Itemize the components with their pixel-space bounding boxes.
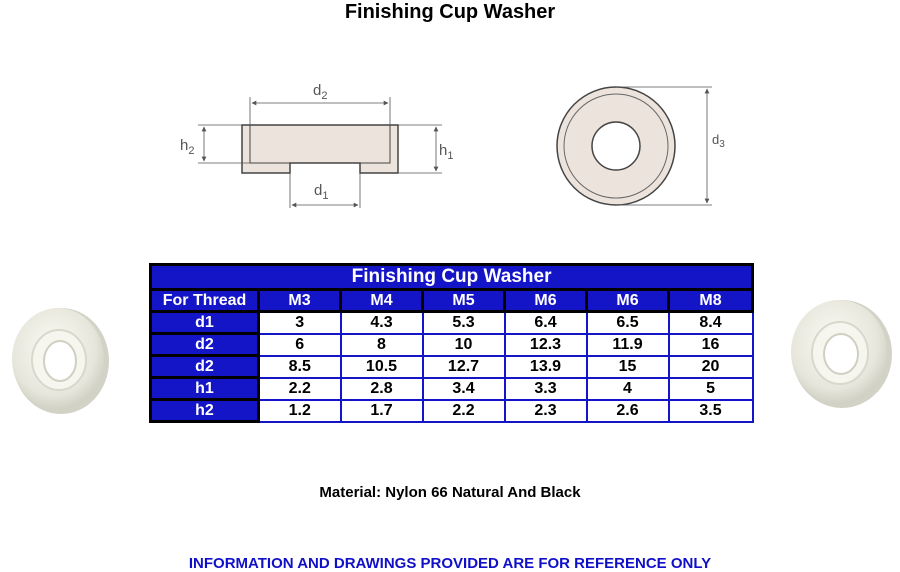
row-label: d2 — [151, 334, 259, 356]
d1-label: $d_1$ — [314, 182, 329, 202]
washer-hole — [592, 122, 640, 170]
table-cell: 2.2 — [423, 400, 505, 422]
table-cell: 10 — [423, 334, 505, 356]
table-cell: 6.5 — [587, 312, 669, 334]
table-cell: 2.2 — [259, 378, 341, 400]
table-cell: 5 — [669, 378, 753, 400]
washer-photo-left — [6, 305, 112, 417]
column-header: M5 — [423, 290, 505, 312]
table-cell: 12.7 — [423, 356, 505, 378]
washer-top-view-drawing — [550, 80, 750, 215]
disclaimer-note: INFORMATION AND DRAWINGS PROVIDED ARE FOR REFERENCE ONLY — [188, 555, 712, 572]
table-cell: 20 — [669, 356, 753, 378]
table-cell: 1.2 — [259, 400, 341, 422]
table-header-row — [151, 290, 753, 312]
table-row — [151, 334, 753, 356]
table-cell: 6.4 — [505, 312, 587, 334]
table-cell: 8.5 — [259, 356, 341, 378]
row-label: d1 — [151, 312, 259, 334]
row-label: d2 — [151, 356, 259, 378]
table-cell: 8 — [341, 334, 423, 356]
column-header: M4 — [341, 290, 423, 312]
table-cell: 4.3 — [341, 312, 423, 334]
row-label: h1 — [151, 378, 259, 400]
table-row — [151, 356, 753, 378]
table-cell: 5.3 — [423, 312, 505, 334]
h1-label: $h_1$ — [439, 142, 454, 162]
washer-photo-right — [786, 296, 894, 411]
table-cell: 4 — [587, 378, 669, 400]
column-header: M6 — [587, 290, 669, 312]
row-label: h2 — [151, 400, 259, 422]
d2-label: $d_2$ — [313, 82, 328, 102]
table-cell: 15 — [587, 356, 669, 378]
table-cell: 6 — [259, 334, 341, 356]
washer-section-drawing — [170, 75, 454, 215]
table-cell: 2.3 — [505, 400, 587, 422]
table-caption: Finishing Cup Washer — [151, 265, 753, 290]
d3-label: $d_3$ — [712, 132, 725, 150]
material-note: Material: Nylon 66 Natural And Black — [319, 484, 581, 501]
table-row — [151, 400, 753, 422]
h2-label: $h_2$ — [180, 137, 195, 157]
table-cell: 3 — [259, 312, 341, 334]
table-cell: 11.9 — [587, 334, 669, 356]
table-cell: 13.9 — [505, 356, 587, 378]
table-row — [151, 378, 753, 400]
page-title: Finishing Cup Washer — [344, 1, 556, 23]
table-cell: 16 — [669, 334, 753, 356]
table-cell: 12.3 — [505, 334, 587, 356]
washer-section-body — [242, 125, 398, 173]
spec-table — [149, 263, 754, 423]
corner-label: For Thread — [151, 290, 259, 312]
table-cell: 2.8 — [341, 378, 423, 400]
table-cell: 1.7 — [341, 400, 423, 422]
table-cell: 3.4 — [423, 378, 505, 400]
table-cell: 8.4 — [669, 312, 753, 334]
column-header: M6 — [505, 290, 587, 312]
table-cell: 3.3 — [505, 378, 587, 400]
table-cell: 2.6 — [587, 400, 669, 422]
column-header: M8 — [669, 290, 753, 312]
column-header: M3 — [259, 290, 341, 312]
table-row — [151, 312, 753, 334]
table-cell: 10.5 — [341, 356, 423, 378]
table-cell: 3.5 — [669, 400, 753, 422]
